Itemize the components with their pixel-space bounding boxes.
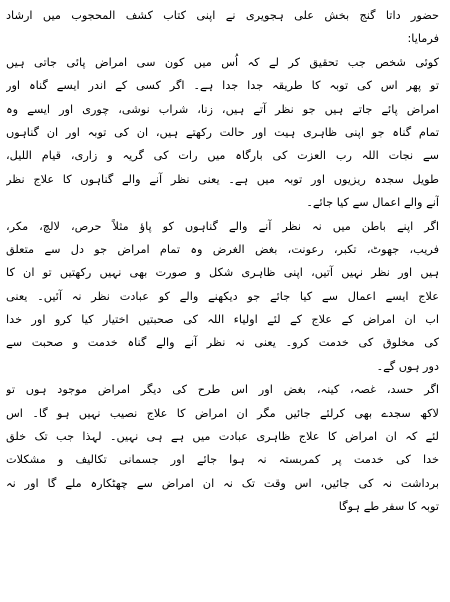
- text-line: حضور داتا گنج بخش علی ہجویری نے اپنی کتاب کشف المحجوب میں ارشاد: [6, 9, 439, 22]
- text-line: طویل سجدہ ریزیوں اور توبہ میں ہے۔ یعنی نظر آنے والے گناہوں کا علاج نظر: [6, 172, 439, 186]
- text-line: خدا کی خدمت پر کمربستہ نہ ہوا جائے اور جسمانی تکالیف و مشکلات: [6, 453, 439, 467]
- text-line: تمام گناہ جو اپنی ظاہری ہیت اور حالت رکھتے ہیں، ان کی توبہ اور ان گناہوں: [6, 125, 439, 139]
- paragraph-intro: [6, 4, 439, 51]
- text-line: برداشت نہ کی جائیں، اس وقت تک نہ ان امراض سے چھٹکارہ ملے گا اور نہ: [6, 476, 439, 490]
- text-line: امراض پائے جاتے ہیں جو نظر آتے ہیں، زنا، شراب نوشی، چوری اور ایسے وہ: [6, 102, 439, 116]
- text-line: ہیں اور نظر نہیں آتیں، اپنی ظاہری شکل و صورت بھی نہیں رکھتیں تو ان کا: [6, 266, 439, 280]
- text-line: فرمایا:: [407, 32, 439, 46]
- text-line: آنے والے اعمال سے کیا جائے۔: [306, 196, 439, 210]
- text-line: توبہ کا سفر طے ہوگا: [338, 500, 439, 514]
- paragraph-visible-sins: [6, 51, 439, 215]
- text-line: فریب، جھوٹ، تکبر، رعونت، بغض الغرض وہ تمام امراض جو دل سے متعلق: [6, 242, 439, 256]
- text-line: لاکھ سجدے بھی کرلئے جائیں مگر ان امراض کا علاج نصیب نہیں ہو گا۔ اس: [6, 406, 439, 420]
- text-line: کوئی شخص جب تحقیق کر لے کہ اُس میں کون سی امراض پائی جاتی ہیں: [6, 55, 439, 69]
- text-line: اگر اپنے باطن میں نہ نظر آنے والے گناہوں کو پاؤ مثلاً حرص، لالچ، مکر،: [6, 219, 439, 233]
- paragraph-hidden-sins: [6, 215, 439, 379]
- text-line: کی مخلوق کی خدمت کرو۔ یعنی نہ نظر آنے والے گناہ خدمت و صحبت سے: [6, 336, 439, 350]
- text-line: سے نجات اللہ رب العزت کی بارگاہ میں رات کی گریہ و زاری، قیام اللیل،: [6, 149, 439, 163]
- text-line: اگر حسد، غصہ، کینہ، بغض اور اس طرح کی دیگر امراض موجود ہوں تو: [6, 383, 439, 397]
- paragraph-service: [6, 378, 439, 518]
- text-line: تو پھر اس کی توبہ کا طریقہ جدا جدا ہے۔ اگر کسی کے اندر ایسے گناہ اور: [6, 79, 439, 93]
- text-line: لئے کہ ان امراض کا علاج ظاہری عبادت میں ہے ہی نہیں۔ لہذا جب تک خلق: [6, 430, 439, 444]
- text-line: دور ہوں گے۔: [376, 359, 439, 373]
- text-line: اب ان امراض کے علاج کے لئے اولیاء اللہ کی صحبتیں اختیار کیا کرو اور خدا: [6, 313, 439, 327]
- text-line: علاج ایسے اعمال سے کیا جائے جو دیکھنے والے کو عبادت نظر نہ آئیں۔ یعنی: [6, 289, 439, 303]
